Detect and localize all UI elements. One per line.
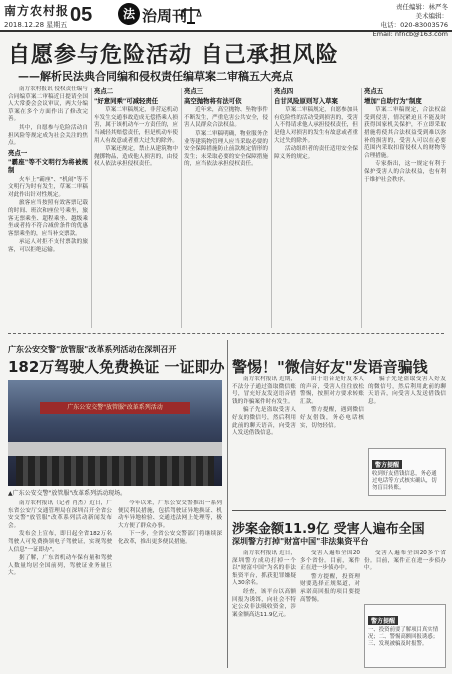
paragraph: 据了解，广东省机动车保有量和驾驶人数量均居全国前列，驾驶证业务量巨大。 [8,555,112,577]
lead-headline: 自愿参与危险活动 自己承担风险 [8,43,339,68]
paragraph: 警方提醒，遇到微信好友借钱，务必电话核实，切勿轻信。 [300,407,364,429]
page-number: 05 [70,4,93,26]
section-badge: 法 [118,3,140,25]
fraud-tip-text: 一、投资前要了解项目真实情况；二、警惕高额回报诱惑；三、发现被骗及时报警。 [368,627,439,647]
editor-line: 电话：020-83003576 [380,21,448,29]
police-tip-text: 收到好友借钱信息，务必通过电话等方式核实确认，切勿盲目转账。 [372,471,437,491]
photo-audience [16,456,214,486]
paragraph: 下一步，全省公安交警部门将继续深化改革，推出更多便民措施。 [118,531,222,545]
paragraph: 草案二审稿明确，物业服务企业等建筑物管理人应当采取必要的安全保障措施防止前款规定情形的发生；未采取必要的安全保障措施的，应当依法承担侵权责任。 [184,130,268,168]
paragraph: 南方农村报讯 侵权责任编与合同编草案二审稿近日提请全国人大常委会会议审议，两大分编草案在多个方面作出了修改完善。 [8,86,88,123]
subsection-heading: 亮点二 [94,87,114,95]
paragraph: 承运人对拒不支付票款的旅客，可以拒绝运输。 [8,239,88,253]
story-divider [227,340,228,668]
paragraph: 由于语音是好友本人的声音，受害人往往放松警惕，按照对方要求转账汇款。 [300,376,364,405]
editor-line: Email: nfncb@163.com [372,30,448,38]
column-divider [181,88,182,328]
paragraph: 南方农村报讯 近期，不法分子通过盗取微信账号，冒充好友发送语音借钱的诈骗案件时有发生。 [232,376,296,405]
editor-line: 美术编辑： [415,12,448,20]
lead-column-2 [94,86,178,330]
warning-column-3 [368,376,446,446]
paper-name: 南方农村报 [4,4,70,18]
photo-table [8,442,222,456]
paragraph: 旅客应当按照有效客票记载的时间、班次和座位号乘坐，旅客无票乘坐、超程乘坐、越级乘坐或者持不符合减价条件的优惠客票乘坐的，应当补交票款。 [8,200,88,237]
fraud-headline: 涉案金额11.9亿 受害人遍布全国 [232,522,425,537]
scales-of-justice-icon [180,4,202,26]
column-divider [361,88,362,328]
fraud-column-1 [232,550,296,668]
lead-column-3 [184,86,268,330]
fraud-tip-box [364,604,446,668]
subsection-heading: "好意同乘"可减轻责任 [94,96,159,105]
story2-column-2 [118,500,222,668]
paragraph: 草案还规定，禁止从建筑物中抛掷物品，造成他人损害的，由侵权人依法承担侵权责任。 [94,146,178,168]
paragraph: 南方农村报讯（记者 肖杰）近日，广东省公安厅交通管理局在深圳召开全省公安交警"放管服"改革系列活动新闻发布会。 [8,500,112,529]
subsection-heading: 增加"自助行为"制度 [364,96,422,105]
paragraph: 专家指出，这一规定有利于保护受害人的合法权益，也有利于维护社会秩序。 [364,161,446,183]
lead-column-5 [364,86,446,330]
paragraph: 骗子先是盗取受害人好友的微信号，然后利用此前的聊天语音，向受害人发送借钱信息。 [368,376,446,405]
lead-column-4 [274,86,358,330]
paragraph: 经查，该平台以高额回报为诱饵，向社会不特定公众非法吸收资金，涉案金额高达11.9亿元。 [232,588,296,618]
subsection-heading: "霸座"等不文明行为将被规制 [8,158,88,174]
conference-photo [8,380,222,486]
section-name: 治周刊 [142,7,188,25]
subsection-heading: 亮点一 [8,148,28,157]
paragraph: 受害人遍布全国20多个省份。目前，案件正在进一步侦办中。 [364,550,446,572]
fraud-subhead: 深圳警方打掉"财富中国"非法集资平台 [232,537,369,546]
section-divider [8,333,444,335]
paragraph: 草案二审稿规定，合法权益受到侵害，情况紧迫且不能及时获得国家机关保护，不立即采取措施将使其合法权益受到难以弥补的损害的，受害人可以在必要范围内采取扣留侵权人的财物等合理措施。 [364,107,446,159]
editor-info [373,3,448,39]
paragraph: 发布会上宣布，即日起全省182万名驾驶人可免费换领电子驾驶证，实现驾驶人信息"一证即办"。 [8,531,112,553]
editor-line: 责任编辑：林严冬 [396,3,448,11]
fraud-tip-title: 警方提醒 [368,616,398,625]
warning-column-2 [300,376,364,504]
paragraph: 南方农村报讯 近日，深圳警方成功打掉一个以"财富中国"为名的非法集资平台，抓获犯罪嫌疑人30余名。 [232,550,296,587]
lead-subhead: ——解析民法典合同编和侵权责任编草案二审稿五大亮点 [18,70,293,83]
column-divider [271,88,272,328]
subsection-heading: 亮点三 [184,87,204,95]
subsection-heading: 亮点五 [364,87,384,95]
story2-headline: 182万驾驶人免费换证 一证即办 [8,358,225,376]
paragraph: 草案二审稿规定，非营运机动车发生交通事故造成无偿搭乘人损害，属于该机动车一方责任的，应当减轻其赔偿责任，但是机动车使用人有故意或者重大过失的除外。 [94,107,178,144]
subsection-heading: 亮点四 [274,87,294,95]
warning-headline: 警惕！"微信好友"发语音骗钱 [232,358,428,376]
paragraph: 活动组织者的责任适用安全保障义务的规定。 [274,146,358,160]
paragraph: 受害人遍布全国20多个省份。目前，案件正在进一步侦办中。 [300,550,360,572]
lead-column-1 [8,86,88,330]
warning-column-1 [232,376,296,504]
photo-caption: ▲广东公安交警"放管服"改革系列活动现场。 [8,490,127,497]
story2-column-1 [8,500,112,668]
paper-date: 2018.12.28 星期五 [4,21,68,29]
photo-banner: 广东公安交警"放管服"改革系列活动 [40,402,190,414]
fraud-column-2 [300,550,360,668]
subsection-heading: 自甘风险原则写入草案 [274,96,338,105]
paragraph: 今年以来，广东公安交警推出一系列便民利民措施，包括驾驶证异地换证、机动车异地检验、交通违法网上处理等，极大方便了群众办事。 [118,500,222,529]
police-tip-box [368,448,446,496]
paragraph: 骗子先是盗取受害人好友的微信号，然后利用此前的聊天语音，向受害人发送借钱信息。 [232,407,296,437]
paragraph: 警方提醒，投资理财要选择正规渠道，对承诺高回报的项目要提高警惕。 [300,573,360,603]
paragraph: 草案二审稿规定，自愿参加具有危险性的活动受到损害的，受害人不得请求他人承担侵权责任，但是他人对损害的发生有故意或者重大过失的除外。 [274,107,358,144]
fraud-column-3 [364,550,446,600]
subsection-heading: 高空抛物将有法可依 [184,96,242,105]
paragraph: 其中，自愿参与危险活动自担风险等规定成为社会关注的焦点。 [8,124,88,147]
column-divider [91,88,92,328]
story-divider [232,510,446,511]
paragraph: 火车上"霸座"、"机闹"等不文明行为时有发生，草案二审稿对此作出针对性规定。 [8,176,88,198]
story2-kicker: 广东公安交警"放管服"改革系列活动在深圳召开 [8,345,177,354]
masthead [0,0,452,38]
police-tip-title: 警方提醒 [372,460,402,469]
paragraph: 近年来，高空抛物、坠物事件不断发生，严重危害公共安全，侵害人民群众合法权益。 [184,107,268,129]
